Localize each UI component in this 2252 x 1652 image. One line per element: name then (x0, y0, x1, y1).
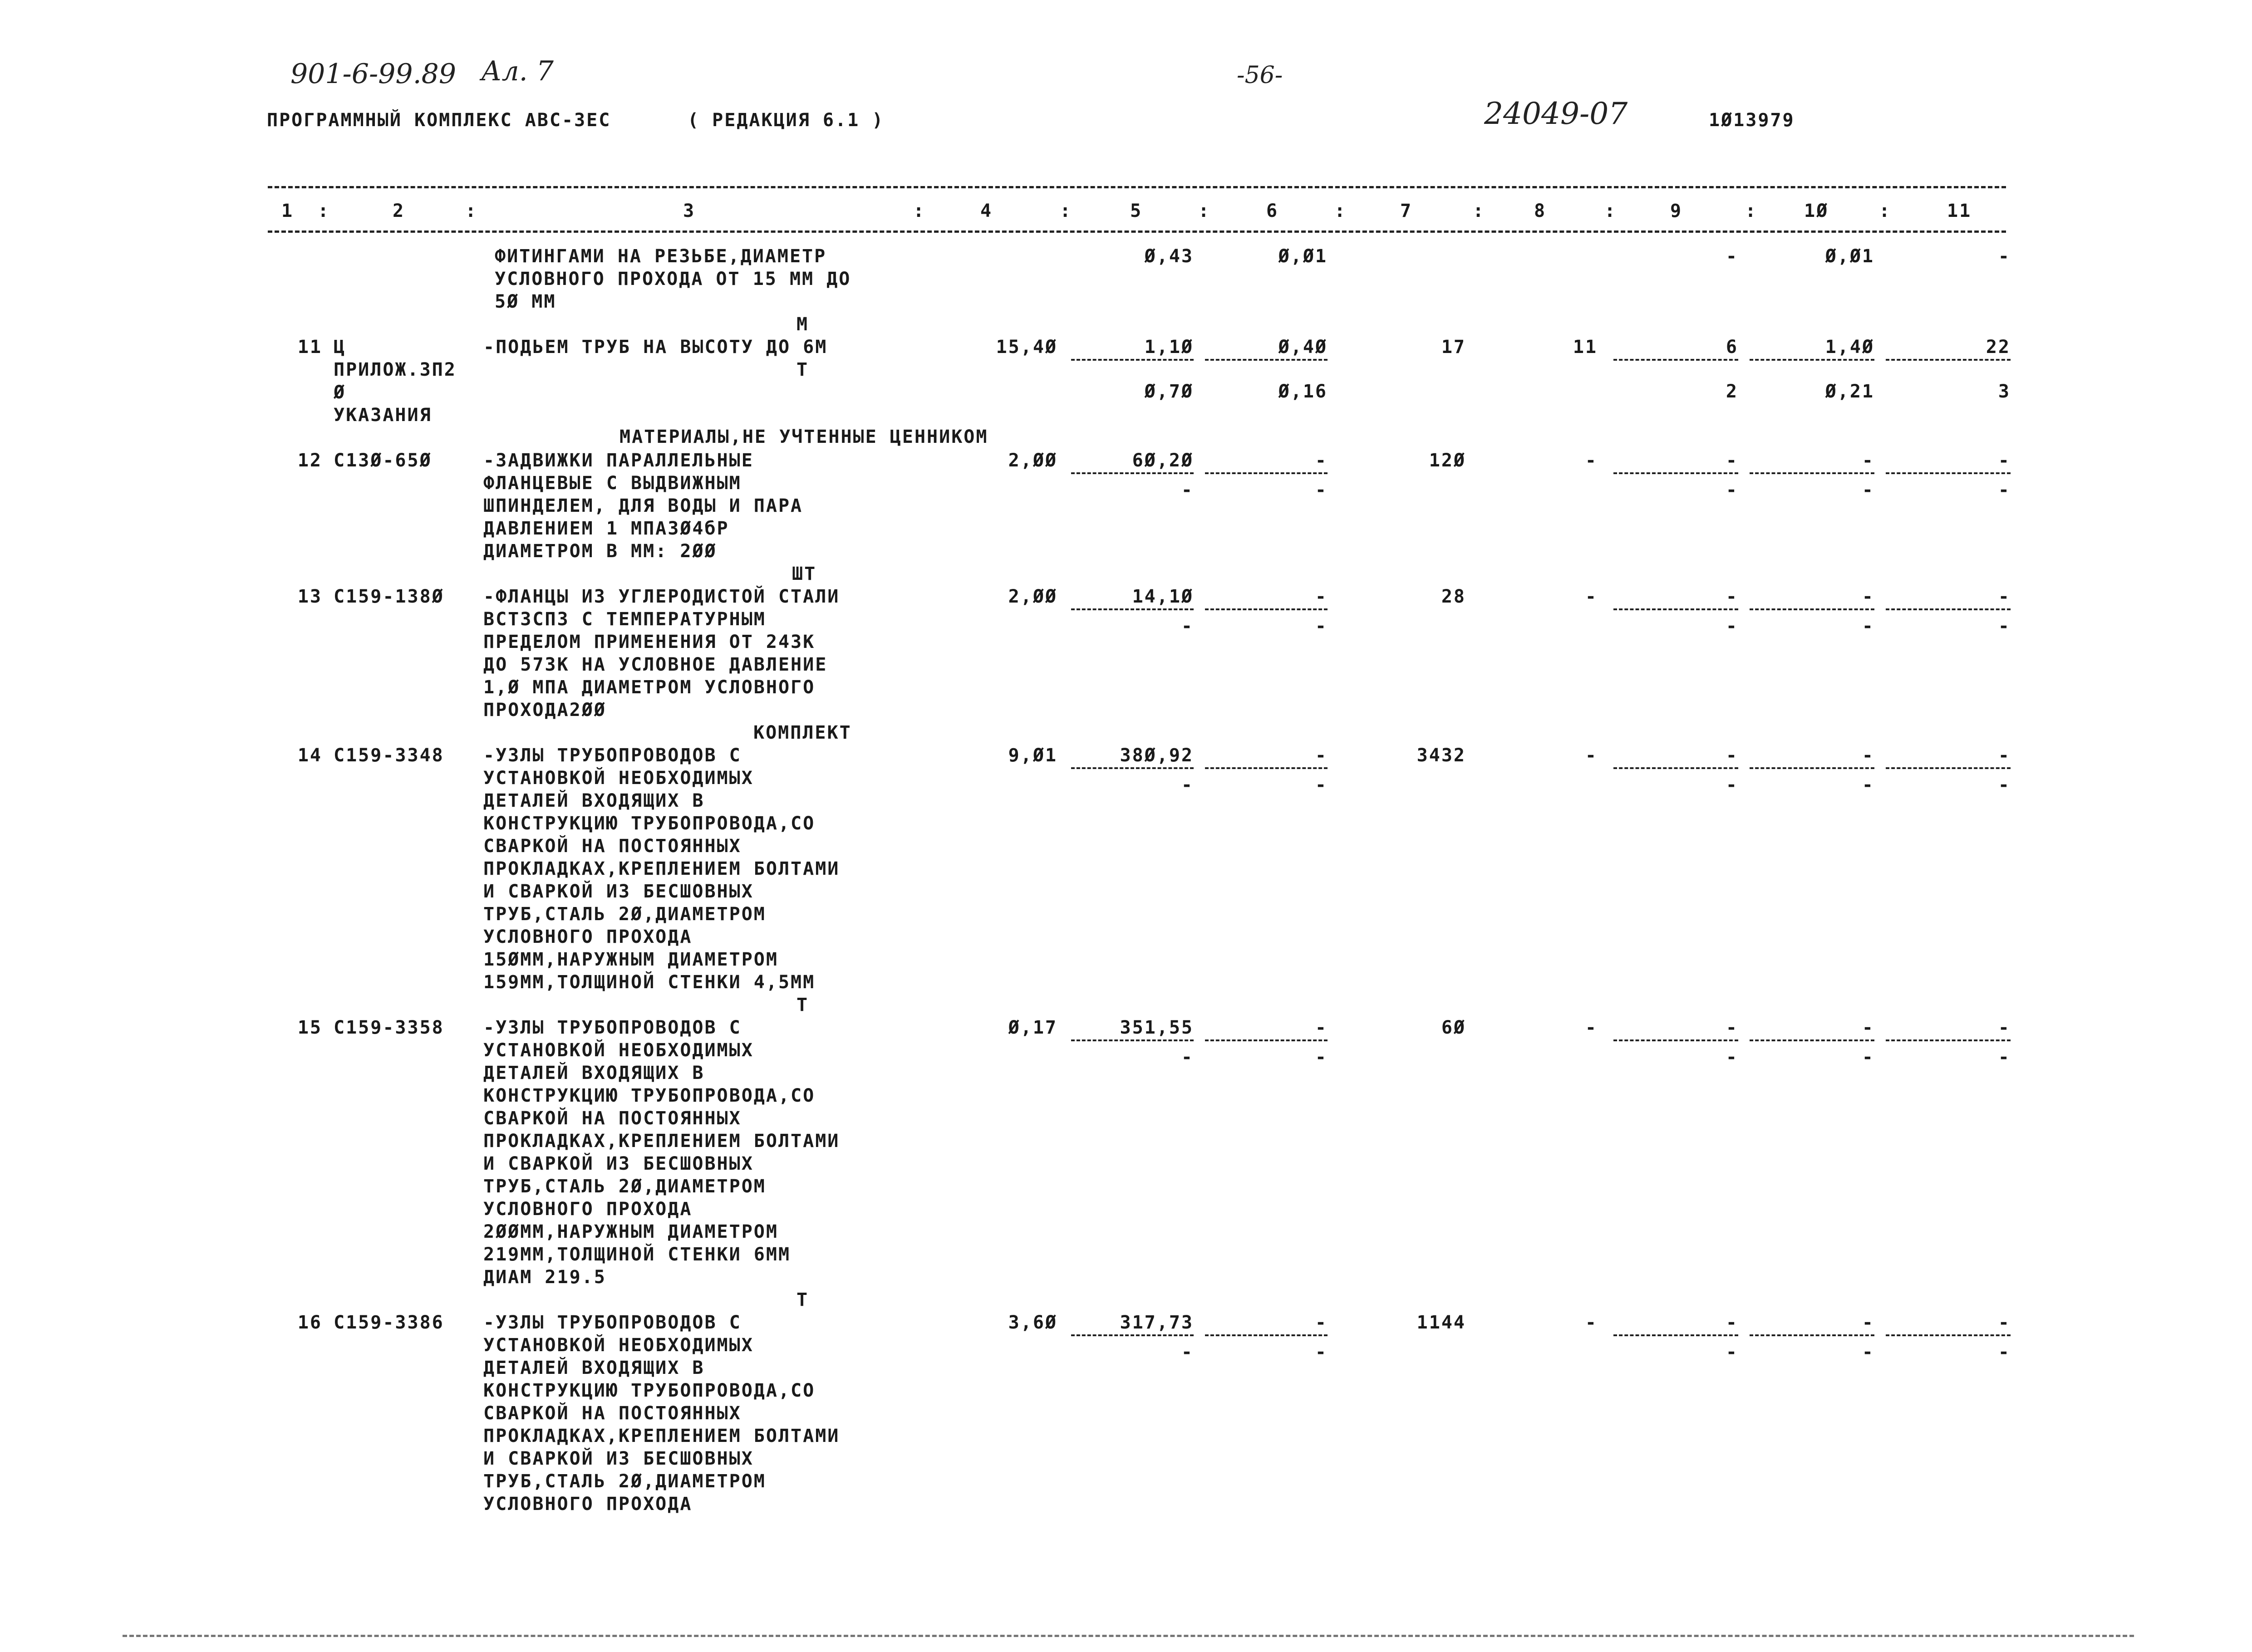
column-header-2: 2 (393, 201, 405, 221)
cell-divider (1613, 1039, 1738, 1041)
cell-col9-secondary: - (1726, 1342, 1738, 1363)
column-separator: : (1604, 201, 1617, 221)
row-description-line: ДЕТАЛЕЙ ВХОДЯЩИХ В (483, 1358, 705, 1378)
cell-col6-secondary: - (1315, 480, 1328, 500)
cell-col10-secondary: - (1862, 480, 1874, 500)
column-header-5: 5 (1130, 201, 1143, 221)
cell-divider (1071, 359, 1194, 361)
cell-col6: - (1315, 1312, 1328, 1333)
cell-divider (1613, 767, 1738, 769)
cell-divider (1613, 608, 1738, 610)
cell-col10-secondary: - (1862, 616, 1874, 637)
cell-col11: - (1998, 1312, 2011, 1333)
cell-col10-secondary: - (1862, 1342, 1874, 1363)
cell-col11-secondary: - (1998, 775, 2011, 795)
row-description-line: УСЛОВНОГО ПРОХОДА ОТ 15 ММ ДО (495, 269, 851, 289)
cell-divider (1205, 359, 1328, 361)
column-header-10: 1Ø (1804, 201, 1829, 221)
cell-divider (1205, 767, 1328, 769)
cell-divider (1071, 472, 1194, 474)
cell-divider (1886, 1334, 2011, 1336)
row-code-line: Ц (334, 337, 346, 358)
cell-col8: - (1585, 450, 1598, 471)
page-number-handwritten: -56- (1237, 62, 1283, 89)
cell-col11: - (1998, 1017, 2011, 1038)
row-number: 14 (297, 745, 322, 766)
row-description-line: ДИАМЕТРОМ В ММ: 2ØØ (483, 541, 717, 562)
cell-col10: - (1862, 1017, 1874, 1038)
column-separator: : (913, 201, 926, 221)
row-code: С159-3348 (334, 745, 444, 766)
cell-col5-secondary: Ø,7Ø (1144, 381, 1194, 402)
cell-col5: 38Ø,92 (1120, 745, 1194, 766)
column-separator: : (465, 201, 478, 221)
row-description-line: ДЕТАЛЕЙ ВХОДЯЩИХ В (483, 1063, 705, 1083)
row-description-line: 2ØØММ,НАРУЖНЫМ ДИАМЕТРОМ (483, 1221, 778, 1242)
row-description-line: 5Ø ММ (495, 291, 556, 312)
column-header-7: 7 (1400, 201, 1413, 221)
cell-divider (1205, 472, 1328, 474)
row-description-line: УСЛОВНОГО ПРОХОДА (483, 926, 693, 947)
row-description-line: 159ММ,ТОЛЩИНОЙ СТЕНКИ 4,5ММ (483, 972, 816, 993)
cell-col11: 22 (1986, 337, 2011, 358)
cell-col9: - (1726, 246, 1738, 267)
project-code-handwritten: 901-6-99.89 (290, 58, 457, 90)
row-code: С159-3386 (334, 1312, 444, 1333)
row-description-line: ДЕТАЛЕЙ ВХОДЯЩИХ В (483, 790, 705, 811)
bottom-edge-rule (123, 1635, 2134, 1637)
row-number: 11 (297, 337, 322, 358)
cell-col4: Ø,17 (1008, 1017, 1057, 1038)
cell-col11: - (1998, 450, 2011, 471)
row-description-line: ДАВЛЕНИЕМ 1 МПА3Ø4бР (483, 518, 729, 539)
row-description-line: ПРОКЛАДКАХ,КРЕПЛЕНИЕМ БОЛТАМИ (483, 858, 840, 879)
cell-col10-secondary: Ø,21 (1825, 381, 1874, 402)
cell-col4: 9,Ø1 (1008, 745, 1057, 766)
row-description-line: ДО 573К НА УСЛОВНОЕ ДАВЛЕНИЕ (483, 654, 828, 675)
cell-col9: 6 (1726, 337, 1738, 358)
row-description-line: УСТАНОВКОЙ НЕОБХОДИМЫХ (483, 1040, 754, 1061)
cell-col10: Ø,Ø1 (1825, 246, 1874, 267)
row-number: 15 (297, 1017, 322, 1038)
row-description-line: УСЛОВНОГО ПРОХОДА (483, 1494, 693, 1515)
cell-col4: 3,6Ø (1008, 1312, 1057, 1333)
row-number: 13 (297, 586, 322, 607)
cell-divider (1205, 1039, 1328, 1041)
program-title: ПРОГРАММНЫЙ КОМПЛЕКС АВС-3ЕС (267, 110, 611, 131)
cell-col11-secondary: - (1998, 1342, 2011, 1363)
sheet-label-handwritten: Ал. 7 (481, 55, 554, 87)
column-header-4: 4 (980, 201, 993, 221)
cell-divider (1886, 608, 2011, 610)
cell-col8: - (1585, 1017, 1598, 1038)
cell-col5: 6Ø,2Ø (1132, 450, 1194, 471)
table-header-rule (268, 230, 2006, 233)
cell-divider (1750, 1334, 1874, 1336)
row-number: 12 (297, 450, 322, 471)
row-code: С159-3358 (334, 1017, 444, 1038)
cell-col9-secondary: - (1726, 480, 1738, 500)
cell-col6: - (1315, 586, 1328, 607)
row-code: С159-138Ø (334, 586, 444, 607)
column-separator: : (1745, 201, 1758, 221)
cell-col6-secondary: - (1315, 616, 1328, 637)
cell-col9: - (1726, 1017, 1738, 1038)
cell-divider (1886, 1039, 2011, 1041)
cell-col4: 2,ØØ (1008, 450, 1057, 471)
cell-col9: - (1726, 450, 1738, 471)
cell-col9-secondary: - (1726, 616, 1738, 637)
cell-col10-secondary: - (1862, 775, 1874, 795)
doc-number-handwritten: 24049-07 (1484, 96, 1628, 131)
cell-divider (1071, 767, 1194, 769)
cell-divider (1071, 608, 1194, 610)
row-code-line: Ø (334, 382, 346, 403)
column-separator: : (1473, 201, 1485, 221)
cell-col9: - (1726, 1312, 1738, 1333)
column-separator: : (1198, 201, 1211, 221)
cell-col4: 2,ØØ (1008, 586, 1057, 607)
column-header-8: 8 (1534, 201, 1547, 221)
cell-col6-secondary: - (1315, 775, 1328, 795)
row-description-line: СВАРКОЙ НА ПОСТОЯННЫХ (483, 1403, 742, 1424)
cell-col5: 1,1Ø (1144, 337, 1194, 358)
cell-col11-secondary: - (1998, 1047, 2011, 1068)
cell-col11-secondary: - (1998, 616, 2011, 637)
row-description-line: -УЗЛЫ ТРУБОПРОВОДОВ С (483, 745, 742, 766)
row-description-line: ТРУБ,СТАЛЬ 2Ø,ДИАМЕТРОМ (483, 1176, 766, 1197)
cell-col7: 6Ø (1441, 1017, 1466, 1038)
cell-col11: - (1998, 246, 2011, 267)
program-edition: ( РЕДАКЦИЯ 6.1 ) (688, 110, 885, 131)
cell-col6: - (1315, 1017, 1328, 1038)
row-description-line: И СВАРКОЙ ИЗ БЕСШОВНЫХ (483, 881, 754, 902)
row-description-line: УСЛОВНОГО ПРОХОДА (483, 1199, 693, 1220)
cell-col7: 28 (1441, 586, 1466, 607)
cell-col5: Ø,43 (1144, 246, 1194, 267)
row-description-line: ТРУБ,СТАЛЬ 2Ø,ДИАМЕТРОМ (483, 904, 766, 925)
cell-col6: - (1315, 450, 1328, 471)
row-description-line: -ПОДЬЕМ ТРУБ НА ВЫСОТУ ДО 6М (483, 337, 828, 358)
cell-divider (1205, 608, 1328, 610)
cell-col6-secondary: - (1315, 1047, 1328, 1068)
row-description-line: ПРОКЛАДКАХ,КРЕПЛЕНИЕМ БОЛТАМИ (483, 1426, 840, 1446)
section-title: МАТЕРИАЛЫ,НЕ УЧТЕННЫЕ ЦЕННИКОМ (620, 426, 988, 447)
cell-col10-secondary: - (1862, 1047, 1874, 1068)
column-header-9: 9 (1670, 201, 1683, 221)
row-description-line: ПРОКЛАДКАХ,КРЕПЛЕНИЕМ БОЛТАМИ (483, 1131, 840, 1152)
row-description-line: ФИТИНГАМИ НА РЕЗЬБЕ,ДИАМЕТР (495, 246, 827, 267)
row-description-line: -ФЛАНЦЫ ИЗ УГЛЕРОДИСТОЙ СТАЛИ (483, 586, 840, 607)
cell-col10: - (1862, 745, 1874, 766)
row-description-line: ШПИНДЕЛЕМ, ДЛЯ ВОДЫ И ПАРА (483, 495, 803, 516)
cell-col9-secondary: 2 (1726, 381, 1738, 402)
cell-divider (1886, 472, 2011, 474)
cell-col10: - (1862, 1312, 1874, 1333)
cell-col9-secondary: - (1726, 775, 1738, 795)
cell-col10: 1,4Ø (1825, 337, 1874, 358)
cell-col11-secondary: 3 (1998, 381, 2011, 402)
row-description-line: СВАРКОЙ НА ПОСТОЯННЫХ (483, 836, 742, 857)
row-description-line: ТРУБ,СТАЛЬ 2Ø,ДИАМЕТРОМ (483, 1471, 766, 1492)
row-description-line: КОНСТРУКЦИЮ ТРУБОПРОВОДА,СО (483, 813, 816, 834)
row-code-line: УКАЗАНИЯ (334, 405, 432, 426)
row-description-line: 15ØММ,НАРУЖНЫМ ДИАМЕТРОМ (483, 949, 778, 970)
cell-col8: - (1585, 745, 1598, 766)
cell-col6-secondary: Ø,16 (1278, 381, 1328, 402)
row-description-line: -ЗАДВИЖКИ ПАРАЛЛЕЛЬНЫЕ (483, 450, 754, 471)
row-description-line: ДИАМ 219.5 (483, 1267, 606, 1288)
cell-col5-secondary: - (1181, 1047, 1194, 1068)
cell-col9: - (1726, 586, 1738, 607)
cell-col9: - (1726, 745, 1738, 766)
column-header-1: 1 (281, 201, 294, 221)
cell-col10: - (1862, 450, 1874, 471)
row-description-line: -УЗЛЫ ТРУБОПРОВОДОВ С (483, 1312, 742, 1333)
column-header-11: 11 (1947, 201, 1972, 221)
cell-divider (1071, 1039, 1194, 1041)
row-description-line: ФЛАНЦЕВЫЕ С ВЫДВИЖНЫМ (483, 473, 742, 494)
cell-col5-secondary: - (1181, 1342, 1194, 1363)
row-unit-label: ШТ (792, 564, 817, 584)
cell-col5: 317,73 (1120, 1312, 1194, 1333)
column-header-3: 3 (683, 201, 696, 221)
column-separator: : (1060, 201, 1072, 221)
row-description-line: КОНСТРУКЦИЮ ТРУБОПРОВОДА,СО (483, 1380, 816, 1401)
column-header-6: 6 (1266, 201, 1279, 221)
cell-col8: - (1585, 586, 1598, 607)
cell-divider (1886, 359, 2011, 361)
cell-divider (1750, 359, 1874, 361)
row-description-line: ПРЕДЕЛОМ ПРИМЕНЕНИЯ ОТ 243К (483, 632, 816, 652)
row-description-line: И СВАРКОЙ ИЗ БЕСШОВНЫХ (483, 1448, 754, 1469)
cell-col11-secondary: - (1998, 480, 2011, 500)
cell-col11: - (1998, 586, 2011, 607)
cell-col6-secondary: - (1315, 1342, 1328, 1363)
column-separator: : (1334, 201, 1347, 221)
print-number: 1Ø13979 (1709, 110, 1795, 131)
cell-col6: - (1315, 745, 1328, 766)
row-description-line: ВСТ3СП3 С ТЕМПЕРАТУРНЫМ (483, 609, 766, 630)
cell-divider (1613, 472, 1738, 474)
cell-col7: 12Ø (1429, 450, 1466, 471)
cell-col11: - (1998, 745, 2011, 766)
cell-col5-secondary: - (1181, 480, 1194, 500)
row-description-line: 1,Ø МПА ДИАМЕТРОМ УСЛОВНОГО (483, 677, 816, 698)
cell-col7: 3432 (1416, 745, 1466, 766)
row-number: 16 (297, 1312, 322, 1333)
row-description-line: СВАРКОЙ НА ПОСТОЯННЫХ (483, 1108, 742, 1129)
row-unit-label: М (797, 314, 809, 335)
cell-col8: - (1585, 1312, 1598, 1333)
row-description-line: И СВАРКОЙ ИЗ БЕСШОВНЫХ (483, 1153, 754, 1174)
cell-divider (1750, 767, 1874, 769)
cell-col5: 14,1Ø (1132, 586, 1194, 607)
cell-col8: 11 (1573, 337, 1598, 358)
cell-col5-secondary: - (1181, 616, 1194, 637)
cell-divider (1750, 472, 1874, 474)
cell-divider (1205, 1334, 1328, 1336)
cell-col7: 17 (1441, 337, 1466, 358)
row-description-line: УСТАНОВКОЙ НЕОБХОДИМЫХ (483, 768, 754, 789)
cell-col6: Ø,Ø1 (1278, 246, 1328, 267)
row-description-line: ПРОХОДА2ØØ (483, 700, 606, 721)
cell-divider (1071, 1334, 1194, 1336)
row-description-line: -УЗЛЫ ТРУБОПРОВОДОВ С (483, 1017, 742, 1038)
row-unit-label: Т (797, 995, 809, 1015)
cell-col5-secondary: - (1181, 775, 1194, 795)
cell-divider (1886, 767, 2011, 769)
cell-divider (1750, 608, 1874, 610)
cell-divider (1613, 1334, 1738, 1336)
column-separator: : (318, 201, 330, 221)
cell-col9-secondary: - (1726, 1047, 1738, 1068)
cell-divider (1613, 359, 1738, 361)
table-top-rule (268, 186, 2006, 188)
row-unit-label: Т (797, 1289, 809, 1310)
row-description-line: 219ММ,ТОЛЩИНОЙ СТЕНКИ 6ММ (483, 1244, 791, 1265)
row-description-line: КОНСТРУКЦИЮ ТРУБОПРОВОДА,СО (483, 1085, 816, 1106)
cell-col7: 1144 (1416, 1312, 1466, 1333)
row-code-line: ПРИЛОЖ.3П2 (334, 359, 457, 380)
column-separator: : (1879, 201, 1892, 221)
row-unit-label: КОМПЛЕКТ (753, 722, 852, 743)
cell-col4: 15,4Ø (996, 337, 1057, 358)
cell-col5: 351,55 (1120, 1017, 1194, 1038)
row-unit-label: Т (797, 359, 809, 380)
cell-col10: - (1862, 586, 1874, 607)
row-code: С13Ø-65Ø (334, 450, 432, 471)
cell-divider (1750, 1039, 1874, 1041)
cell-col6: Ø,4Ø (1278, 337, 1328, 358)
row-description-line: УСТАНОВКОЙ НЕОБХОДИМЫХ (483, 1335, 754, 1356)
